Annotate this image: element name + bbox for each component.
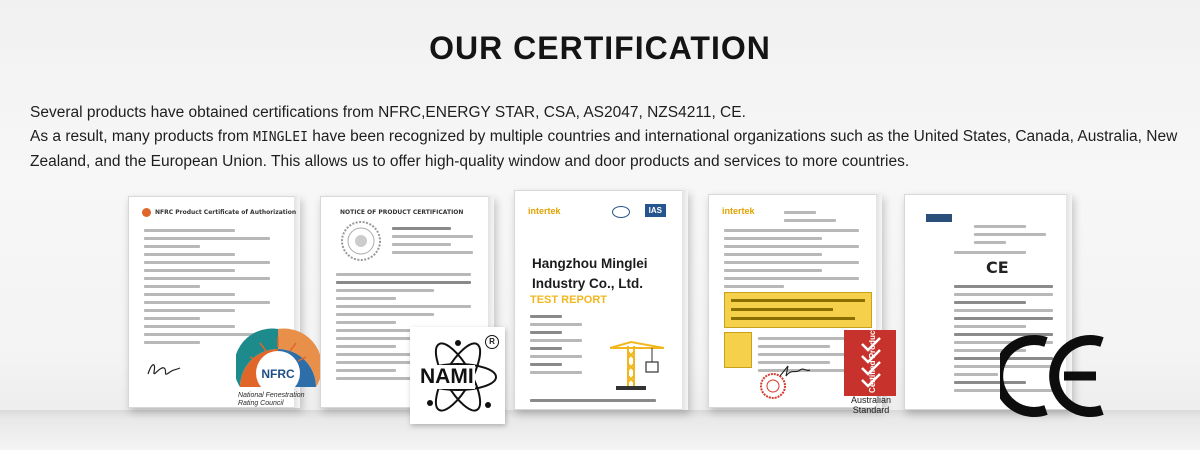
intro-line-2-prefix: As a result, many products from [30,128,254,145]
ias-badge: IAS [645,204,666,217]
intertek-test-report-document[interactable] [514,190,688,410]
report-body [724,224,874,293]
ce-mark-icon [1000,334,1110,418]
seal-icon [340,220,382,262]
test-report-label: TEST REPORT [530,294,608,306]
certified-product-text: Certified Product [867,328,877,393]
document-spine [682,190,688,410]
nfrc-certificate-header: NFRC Product Certificate of Authorization [155,209,297,216]
intro-line-2 [30,125,1180,174]
nfrc-mini-logo-icon [142,208,151,217]
nfrc-logo-icon [236,325,320,393]
intro-line-1: Several products have obtained certifications from NFRC,ENERGY STAR, CSA, AS2047, NZS4211, CE. [30,104,746,121]
test-report-footer [530,394,670,407]
ce-doc-mark: CE [986,258,1009,277]
signature-icon [778,362,812,380]
nami-certificate-info [392,222,482,259]
report-company-name: Hangzhou Minglei Industry Co., Ltd. [532,256,648,291]
intro-line-2-suffix: have been recognized by multiple countries and international organizations such as the United States, Canada, Australia, New Zealand, and the European Union. This allows us to offer high-quality window and door products and services to more countries. [30,128,1178,170]
certified-product-badge [838,330,896,420]
page-title: OUR CERTIFICATION [429,30,771,66]
nfrc-logo-caption: National Fenestration Rating Council [238,392,305,407]
intro-text [30,101,1180,174]
crane-icon [606,340,668,392]
certified-product-red-box [844,330,896,396]
report-yellow-table [724,292,872,328]
nami-logo [410,327,505,424]
intertek-logo: intertek [528,206,561,216]
registered-mark-icon: R [485,335,499,349]
ce-doc-body [954,246,1064,259]
ce-doc-logo-icon [926,214,952,222]
nfrc-logo-abbr: NFRC [261,367,295,381]
nami-logo-text: NAMI [420,365,474,388]
nami-certificate-header: NOTICE OF PRODUCT CERTIFICATION [340,209,464,216]
brand-name: MINGLEI [253,130,308,145]
report-side-table [724,332,752,368]
signature-icon [146,358,182,380]
australian-standard-text: Australian Standard [850,395,892,415]
intertek-logo: intertek [722,206,755,216]
test-report-body [530,310,610,379]
accreditation-logo-icon [612,206,630,218]
ce-doc-header-lines [974,220,1054,249]
